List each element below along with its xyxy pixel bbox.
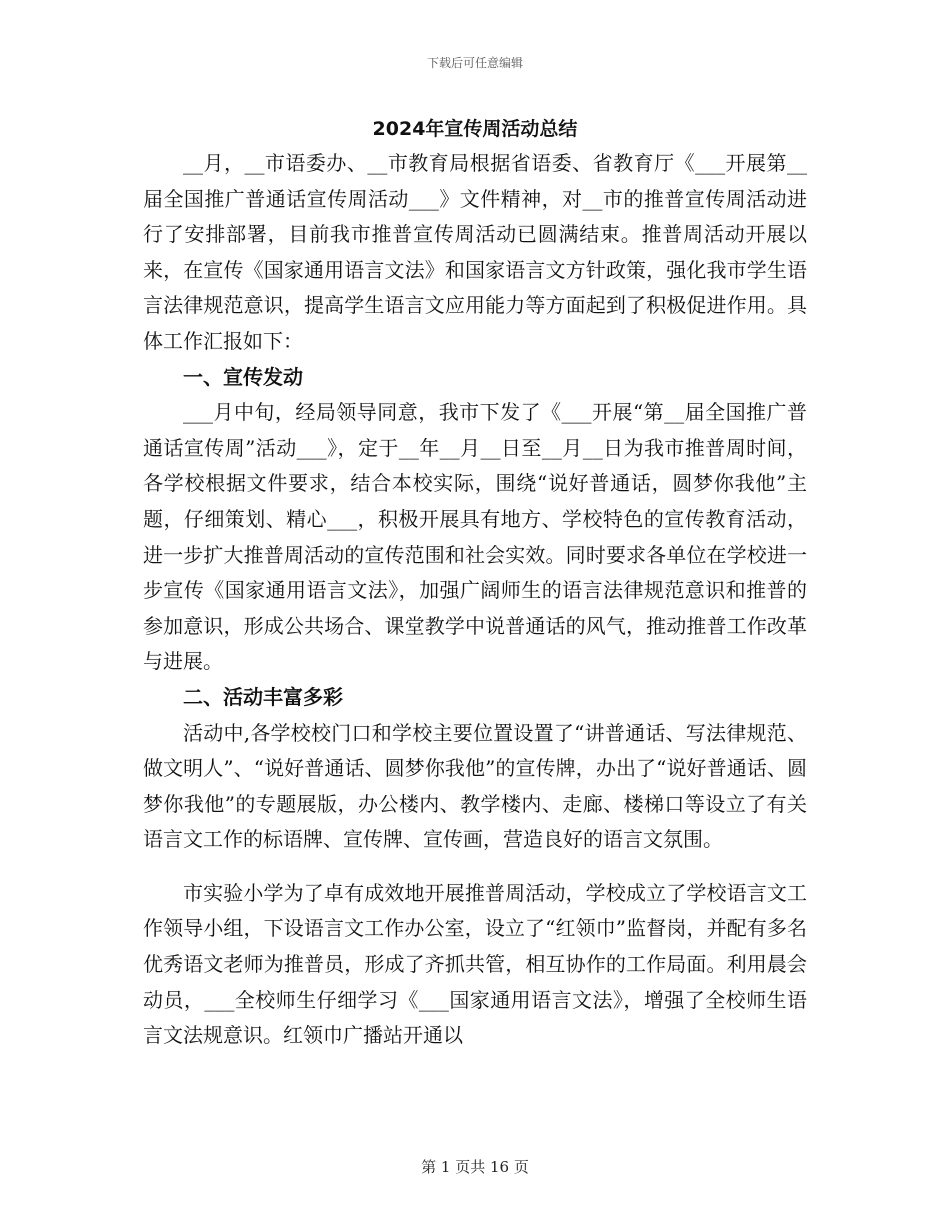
download-edit-note: 下载后可任意编辑 <box>426 56 523 70</box>
section-2-heading: 二、活动丰富多彩 <box>183 684 343 709</box>
section-2-paragraph-1: 活动中,各学校校门口和学校主要位置设置了“讲普通话、写法律规范、做文明人”、“说好普通话、圆梦你我他”的宣传牌，办出了“说好普通话、圆梦你我他”的专题展版，办公楼内、教学楼内、走廊、楼梯口等设立了有关语言文工作的标语牌、宣传牌、宣传画，营造良好的语言文氛围。 <box>143 720 807 852</box>
section-2-paragraph-2: 市实验小学为了卓有成效地开展推普周活动，学校成立了学校语言文工作领导小组，下设语言文工作办公室，设立了“红领巾”监督岗，并配有多名优秀语文老师为推普员，形成了齐抓共管，相互协作的工作局面。利用晨会动员，___全校师生仔细学习《___国家通用语言文法》，增强了全校师生语言文法规意识。红领巾广播站开通以 <box>143 880 807 1048</box>
document-title: 2024年宣传周活动总结 <box>372 118 578 140</box>
paragraph-gap <box>143 858 807 876</box>
section-1-heading: 一、宣传发动 <box>183 364 303 389</box>
document-body <box>143 146 807 1054</box>
intro-paragraph: __月，__市语委办、__市教育局根据省语委、省教育厅《___开展第__届全国推广普通话宣传周活动___》文件精神，对__市的推普宣传周活动进行了安排部署，目前我市推普宣传周活动已圆满结束。推普周活动开展以来，在宣传《国家通用语言文法》和国家语言文方针政策，强化我市学生语言法律规范意识，提高学生语言文应用能力等方面起到了积极促进作用。具体工作汇报如下： <box>143 151 807 353</box>
page-number-footer: 第 1 页共 16 页 <box>421 1158 529 1176</box>
section-1-paragraph: ___月中旬，经局领导同意，我市下发了《___开展“第__届全国推广普通话宣传周”活动___》，定于__年__月__日至__月__日为我市推普周时间，各学校根据文件要求，结合本校实际，围绕“说好普通话，圆梦你我他”主题，仔细策划、精心___，积极开展具有地方、学校特色的宣传教育活动，进一步扩大推普周活动的宣传范围和社会实效。同时要求各单位在学校进一步宣传《国家通用语言文法》，加强广阔师生的语言法律规范意识和推普的参加意识，形成公共场合、课堂教学中说普通话的风气，推动推普工作改革与进展。 <box>143 400 807 674</box>
